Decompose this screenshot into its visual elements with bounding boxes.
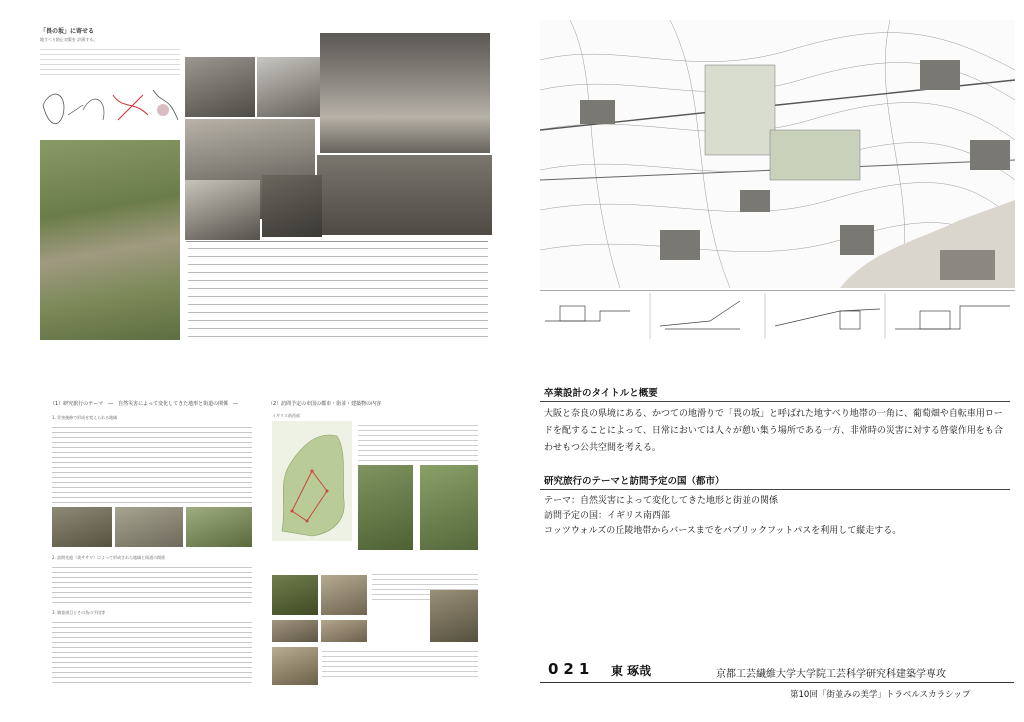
top-right-sheet (540, 15, 1015, 345)
research-theme: テーマ：自然災害によって変化してきた地形と街並の関係 (544, 496, 779, 506)
top-left-intro-text (40, 45, 180, 75)
university-affiliation: 京都工芸繊維大学大学院工芸科学研究科建築学専攻 (716, 669, 946, 680)
render-mid-right (317, 155, 492, 235)
cotswolds-photo-1 (272, 575, 318, 615)
heading-rule-1 (540, 401, 1010, 402)
render-bottom-left (185, 180, 260, 240)
england-map (272, 421, 352, 541)
section-2-text-a (358, 421, 478, 461)
subsection-3-title: 3. 調査項目とその為の手段等 (52, 610, 106, 615)
design-summary: 大阪と奈良の県境にある、かつての地滑りで「畏の坂」と呼ばれた地すべり地帯の一角に、葡萄畑や自転車用ロードを配することによって、日常においては人々が憩い集う場所である一方、非常時の災害に対する啓蒙作用をも合わせもつ公共空間を考える。 (544, 409, 1003, 453)
top-left-heading: 「畏の坂」に寄せる (40, 28, 95, 35)
program-title: 第10回「街並みの美学」トラベルスカラシップ (790, 690, 971, 700)
site-plan-drawing (540, 20, 1015, 288)
section-2-text-c (322, 647, 478, 677)
cotswolds-photo-2 (321, 575, 367, 615)
bottom-left-sheet (10, 385, 485, 700)
section-1-text-c (52, 618, 252, 683)
landscape-photo (40, 140, 180, 340)
research-photo-2 (115, 507, 183, 547)
cotswolds-photo-5 (430, 590, 478, 642)
design-title-heading: 卒業設計のタイトルと概要 (544, 388, 658, 399)
top-left-sheet (10, 15, 485, 350)
top-left-dashed-border (186, 241, 488, 242)
footer-rule (540, 682, 1014, 683)
render-top-1 (185, 57, 255, 117)
entry-number: 021 (548, 660, 595, 678)
application-text (540, 385, 1010, 539)
diagram-sketches (38, 75, 183, 137)
subsection-2-title: 2. 訪問先庭（英ササワ）によって形成された地域と街道の関係 (52, 555, 166, 560)
section-1-text-a (52, 423, 252, 503)
bath-photo (272, 647, 318, 685)
section-2-title: （2）訪問予定の市国の都市・街並・建築物の内容 (268, 401, 382, 407)
map-label: イギリス南西部 (272, 413, 300, 418)
section-1-title: （1）研究旅行のテーマ ― 自然災害によって変化してきた地形と街道の関係 ― (50, 401, 239, 407)
research-photo-1 (52, 507, 112, 547)
section-1-text-b (52, 563, 252, 603)
aerial-photo-1 (358, 465, 413, 550)
aerial-photo-2 (420, 465, 478, 550)
applicant-name: 東 琢哉 (611, 664, 652, 678)
render-large (320, 33, 490, 153)
sections-strip (540, 290, 1015, 341)
cotswolds-photo-4 (321, 620, 367, 642)
top-left-body-text (188, 243, 488, 338)
render-bottom-mid (262, 175, 322, 237)
top-left-subheading: 地すべり防止対策を 計画する。 (40, 37, 98, 42)
cotswolds-photo-3 (272, 620, 318, 642)
research-photo-3 (186, 507, 252, 547)
subsection-1-title: 1. 災害後修で形成せ変えられる地域 (52, 415, 118, 420)
route-description: コッツウォルズの丘陵地帯からバースまでをパブリックフットパスを利用して縦走する。 (544, 526, 902, 536)
heading-rule-2 (540, 489, 1010, 490)
visit-country: 訪問予定の国：イギリス南西部 (544, 511, 670, 521)
research-theme-heading: 研究旅行のテーマと訪問予定の国（都市） (544, 476, 725, 487)
